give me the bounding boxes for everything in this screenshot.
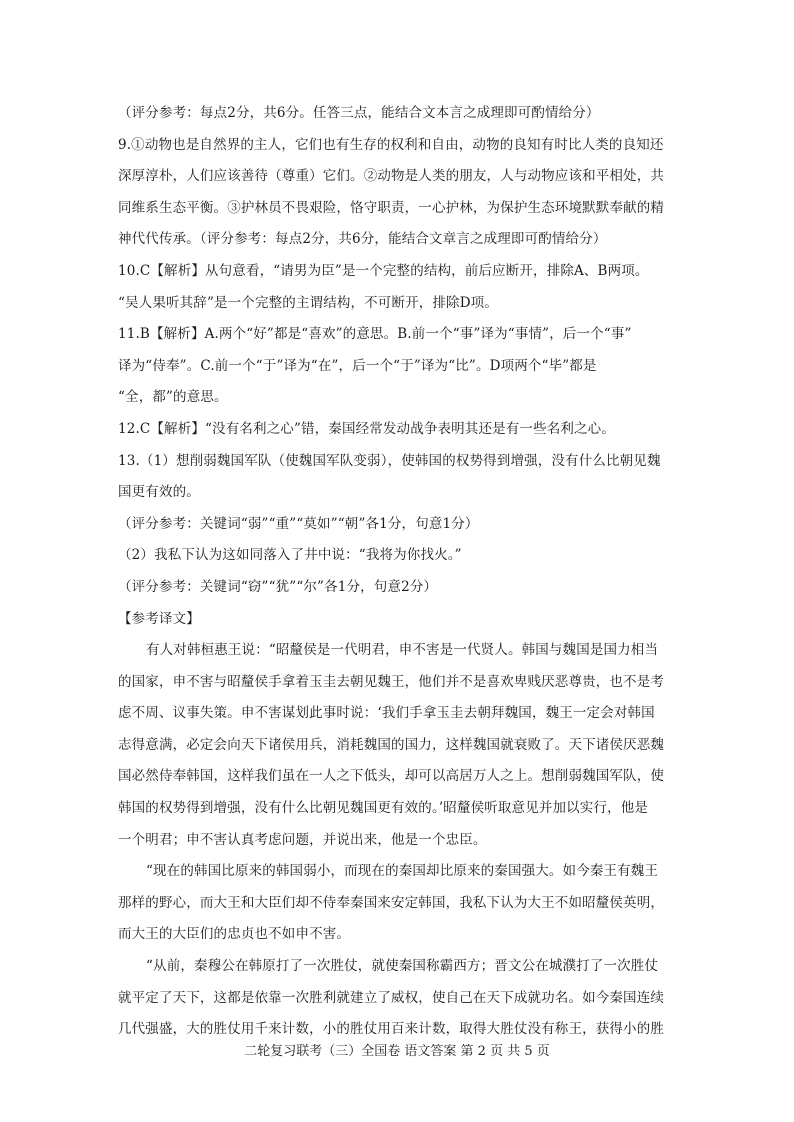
translation-heading: 【参考译文】 (118, 610, 200, 627)
translation-p2-line: 那样的野心，而大王和大臣们却不侍奉秦国来安定韩国，我私下认为大王不如昭釐侯英明， (118, 894, 664, 911)
answer-content (118, 98, 688, 1046)
q10-line: “吴人果听其辞”是一个完整的主谓结构，不可断开，排除D项。 (118, 294, 498, 311)
translation-p1-line: 一个明君；申不害认真考虑问题，并说出来，他是一个忠臣。 (118, 831, 487, 848)
q11-line: 11.B【解析】A.两个“好”都是“喜欢”的意思。B.前一个“事”译为“事情”，后一个“事” (118, 326, 632, 343)
translation-p3-line: 就平定了天下，这都是依靠一次胜利就建立了威权，使自己在天下成就功名。如今秦国连续 (118, 989, 664, 1006)
translation-p1-line: 志得意满，必定会向天下诸侯用兵，消耗魏国的国力，这样魏国就衰败了。天下诸侯厌恶魏 (118, 736, 664, 753)
q13-line: （评分参考：关键词“窃”“犹”“尔”各1分，句意2分） (118, 578, 438, 595)
translation-p2-line: 而大王的大臣们的忠贞也不如申不害。 (118, 926, 351, 943)
translation-p2-line: “现在的韩国比原来的韩国弱小，而现在的秦国却比原来的秦国强大。如今秦王有魏王 (146, 863, 659, 880)
q9-line: 深厚淳朴，人们应该善待（尊重）它们。②动物是人类的朋友，人与动物应该和平相处，共 (118, 168, 664, 185)
q9-line: 9.①动物也是自然界的主人，它们也有生存的权利和自由，动物的良知有时比人类的良知还 (118, 136, 664, 153)
q8-scoring-note: （评分参考：每点2分，共6分。任答三点，能结合文本言之成理即可酌情给分） (118, 105, 600, 121)
translation-p1-line: 韩国的权势得到增强，没有什么比朝见魏国更有效的。’昭釐侯听取意见并加以实行，他是 (118, 800, 649, 817)
translation-p3-line: 几代强盛，大的胜仗用千来计数，小的胜仗用百来计数，取得大胜仗没有称王，获得小的胜 (118, 1021, 664, 1038)
translation-p3-line: “从前，秦穆公在韩原打了一次胜仗，就使秦国称霸西方；晋文公在城濮打了一次胜仗 (146, 958, 659, 975)
q12-line: 12.C【解析】“没有名利之心”错，秦国经常发动战争表明其还是有一些名利之心。 (118, 420, 615, 437)
translation-p1-line: 虑不周、议事失策。申不害谋划此事时说：‘我们手拿玉圭去朝拜魏国，魏王一定会对韩国 (118, 705, 655, 722)
translation-p1-line: 有人对韩桓惠王说：“昭釐侯是一代明君，申不害是一代贤人。韩国与魏国是国力相当 (146, 642, 659, 659)
q9-line: 神代代传承。（评分参考：每点2分，共6分，能结合文章言之成理即可酌情给分） (118, 231, 607, 248)
q13-line: 国更有效的。 (118, 484, 200, 501)
q10-line: 10.C【解析】从句意看，“请男为臣”是一个完整的结构，前后应断开，排除A、B两项。 (118, 262, 649, 279)
translation-p1-line: 的国家，申不害与昭釐侯手拿着玉圭去朝见魏王，他们并不是喜欢卑贱厌恶尊贵，也不是考 (118, 673, 664, 690)
q9-line: 同维系生态平衡。③护林员不畏艰险，恪守职责，一心护林，为保护生态环境默默奉献的精 (118, 199, 664, 216)
q13-line: 13.（1）想削弱魏国军队（使魏国军队变弱），使韩国的权势得到增强，没有什么比朝见魏 (118, 452, 661, 469)
q13-line: （评分参考：关键词“弱”“重”“莫如”“朝”各1分，句意1分） (118, 515, 479, 532)
q13-line: （2）我私下认为这如同落入了井中说：“我将为你找火。” (118, 547, 462, 564)
q11-line: 译为“侍奉”。C.前一个“于”译为“在”，后一个“于”译为“比”。D项两个“毕”都是 (118, 357, 597, 374)
page-footer: 二轮复习联考（三）全国卷 语文答案 第 2 页 共 5 页 (244, 1044, 550, 1059)
q11-line: “全，都”的意思。 (118, 389, 228, 406)
translation-p1-line: 国必然侍奉韩国，这样我们虽在一人之下低头，却可以高居万人之上。想削弱魏国军队，使 (118, 768, 664, 785)
